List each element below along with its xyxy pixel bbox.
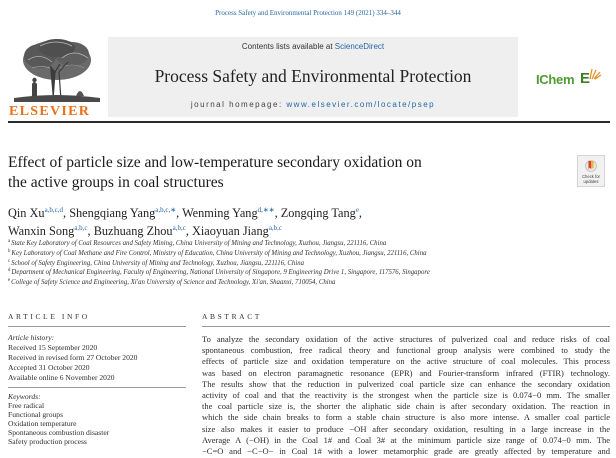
- affiliation-item: [8, 278, 430, 288]
- author-affiliation-marks[interactable]: a,b,c: [74, 224, 88, 232]
- author-name: Buzhuang Zhou: [93, 224, 173, 238]
- contents-prefix: Contents lists available at: [241, 42, 335, 51]
- author-line-1: [8, 204, 362, 222]
- article-history-label: Article history:: [8, 333, 55, 342]
- history-item: Available online 6 November 2020: [8, 373, 115, 382]
- homepage-prefix: journal homepage:: [190, 100, 287, 109]
- keyword-item: Functional groups: [8, 410, 64, 419]
- keywords-list: [8, 392, 186, 446]
- affiliation-key: e: [8, 278, 11, 284]
- affiliation-text: Department of Mechanical Engineering, Faculty of Engineering, National University of Singapore, 9 Engineering Drive 1, Singapore, 117576, Singapore: [11, 269, 430, 277]
- abstract-line: size also makes it easier to produce −OH after secondary oxidation, resulting in a large increase in the: [202, 423, 610, 434]
- affiliation-text: College of Safety Science and Engineering, Xi'an University of Science and Technology, Xi'an, Shaanxi, 710054, China: [11, 279, 336, 287]
- author-separator: ,: [87, 224, 91, 238]
- journal-citation-link[interactable]: Process Safety and Environmental Protection 149 (2021) 334–344: [215, 9, 401, 17]
- affiliation-key: d: [8, 268, 11, 274]
- author-affiliation-marks[interactable]: d,∗∗: [257, 206, 275, 214]
- author-wenming-yang: [182, 206, 278, 220]
- affiliation-text: State Key Laboratory of Coal Resources and Safety Mining, China University of Mining and Technology, Xuzhou, Jiangsu, 221116, China: [11, 240, 387, 247]
- history-item: Received 15 September 2020: [8, 343, 98, 352]
- abstract-line: which the side chain breaks to form a stable chain structure is also more intense. A smaller coal particle: [202, 412, 610, 423]
- article-title: [8, 153, 422, 193]
- check-for-updates-label: [578, 175, 604, 185]
- keywords-label: Keywords:: [8, 392, 41, 401]
- author-name: Shengqiang Yang: [69, 206, 156, 220]
- affiliation-text: Key Laboratory of Coal Methane and Fire Control, Ministry of Education, China University of Mining and Technology, Xuzhou, Jiangsu, 221116, China: [11, 249, 427, 257]
- history-item: Accepted 31 October 2020: [8, 363, 90, 372]
- author-affiliation-marks[interactable]: a,b,c,d: [44, 206, 64, 214]
- icheme-wordmark-part1: IChem: [536, 72, 575, 87]
- abstract-body: [202, 334, 610, 457]
- abstract-line: was based on electron paramagnetic resonance (EPR) and Fourier-transform infrared (FTIR) technology.: [202, 367, 610, 378]
- icheme-sunburst-icon: [586, 68, 602, 80]
- journal-masthead: [108, 37, 518, 117]
- author-name: Wanxin Song: [8, 224, 75, 238]
- author-name: Xiaoyuan Jiang: [191, 224, 269, 238]
- abstract-heading: ABSTRACT: [202, 312, 262, 321]
- header-rule: [8, 121, 610, 123]
- author-qin-xu: [8, 206, 66, 220]
- abstract-line: The results show that the reduction in pulverized coal particle size can enhance the secondary oxidation: [202, 378, 610, 389]
- elsevier-tree-icon: [10, 38, 102, 102]
- journal-homepage-line: [108, 100, 518, 109]
- author-zongqing-tang: [281, 206, 362, 220]
- article-info-separator: [8, 387, 186, 388]
- check-for-updates-badge[interactable]: [577, 155, 605, 187]
- article-title-line-2: the active groups in coal structures: [8, 174, 224, 191]
- abstract-divider: [202, 326, 610, 327]
- author-affiliation-marks[interactable]: a,b,c: [172, 224, 186, 232]
- author-xiaoyuan-jiang: [192, 224, 282, 238]
- affiliation-item: [8, 268, 430, 278]
- crossmark-icon: [585, 158, 597, 174]
- author-affiliation-marks[interactable]: a,b,c,∗: [155, 206, 177, 214]
- abstract-line: the coal particle size is, the shorter the aliphatic side chain is after secondary oxidation. The reaction in: [202, 401, 610, 412]
- affiliation-item: [8, 239, 430, 249]
- author-line-2: [8, 222, 362, 240]
- author-shengqiang-yang: [69, 206, 179, 220]
- author-buzhuang-zhou: [94, 224, 189, 238]
- author-affiliation-marks[interactable]: e: [355, 206, 359, 214]
- affiliation-item: [8, 249, 430, 259]
- journal-title: Process Safety and Environmental Protection: [154, 66, 472, 86]
- author-list: [8, 204, 362, 240]
- affiliation-list: [8, 239, 430, 288]
- author-separator: ,: [185, 224, 189, 238]
- article-info-divider: [8, 326, 186, 327]
- sciencedirect-link[interactable]: ScienceDirect: [334, 42, 385, 51]
- homepage-url-link[interactable]: www.elsevier.com/locate/psep: [286, 100, 436, 109]
- abstract-line: effects of particle size and oxidation temperature on the active structure of coal molecules. This process: [202, 356, 610, 367]
- elsevier-wordmark: ELSEVIER: [9, 104, 91, 119]
- author-separator: ,: [63, 206, 67, 220]
- abstract-line: To analyze the secondary oxidation of the active structures of pulverized coal and reduce risks of coal: [202, 334, 610, 344]
- abstract-line: −C=O and −C−O− in Coal 1# with a lower metamorphic grade are greatly affected by temperature and: [202, 445, 610, 456]
- affiliation-item: [8, 259, 430, 269]
- article-info-heading: ARTICLE INFO: [8, 312, 90, 321]
- author-name: Qin Xu: [8, 206, 45, 220]
- affiliation-text: School of Safety Engineering, China University of Mining and Technology, Xuzhou, Jiangsu, 221116, China: [11, 259, 305, 267]
- keyword-item: Free radical: [8, 401, 45, 410]
- contents-line: [108, 42, 518, 51]
- abstract-line: Average A (−OH) in the Coal 1# and Coal 3# at the minimum particle size range of 0.074−0 mm. The: [202, 434, 610, 445]
- badge-text-line-1: Check for: [582, 174, 600, 179]
- keyword-item: Safety production process: [8, 437, 87, 446]
- author-separator: ,: [274, 206, 278, 220]
- affiliation-key: a: [8, 239, 11, 244]
- author-affiliation-marks[interactable]: a,b,c: [268, 224, 283, 232]
- affiliation-key: c: [8, 258, 11, 264]
- elsevier-logo[interactable]: [8, 38, 104, 122]
- article-title-line-1: Effect of particle size and low-temperature secondary oxidation on: [8, 154, 422, 171]
- author-wanxin-song: [8, 224, 91, 238]
- keyword-item: Spontaneous combustion disaster: [8, 428, 110, 437]
- icheme-wordmark-part2: E: [580, 70, 591, 87]
- badge-text-line-2: updates: [583, 178, 599, 184]
- author-separator: ,: [176, 206, 180, 220]
- abstract-line: activity of coal and that the reactivity is the strongest when the particle size is 0.074−0 mm. The smaller: [202, 389, 610, 400]
- author-separator: ,: [358, 206, 362, 220]
- affiliation-key: b: [8, 248, 11, 254]
- author-name: Wenming Yang: [182, 206, 258, 220]
- article-history: [8, 333, 186, 383]
- abstract-line: spontaneous combustion, free radical theory and functional group analysis were combined to study the: [202, 345, 610, 356]
- author-name: Zongqing Tang: [280, 206, 356, 220]
- keyword-item: Oxidation temperature: [8, 419, 77, 428]
- icheme-logo[interactable]: [536, 68, 612, 90]
- history-item: Received in revised form 27 October 2020: [8, 353, 138, 362]
